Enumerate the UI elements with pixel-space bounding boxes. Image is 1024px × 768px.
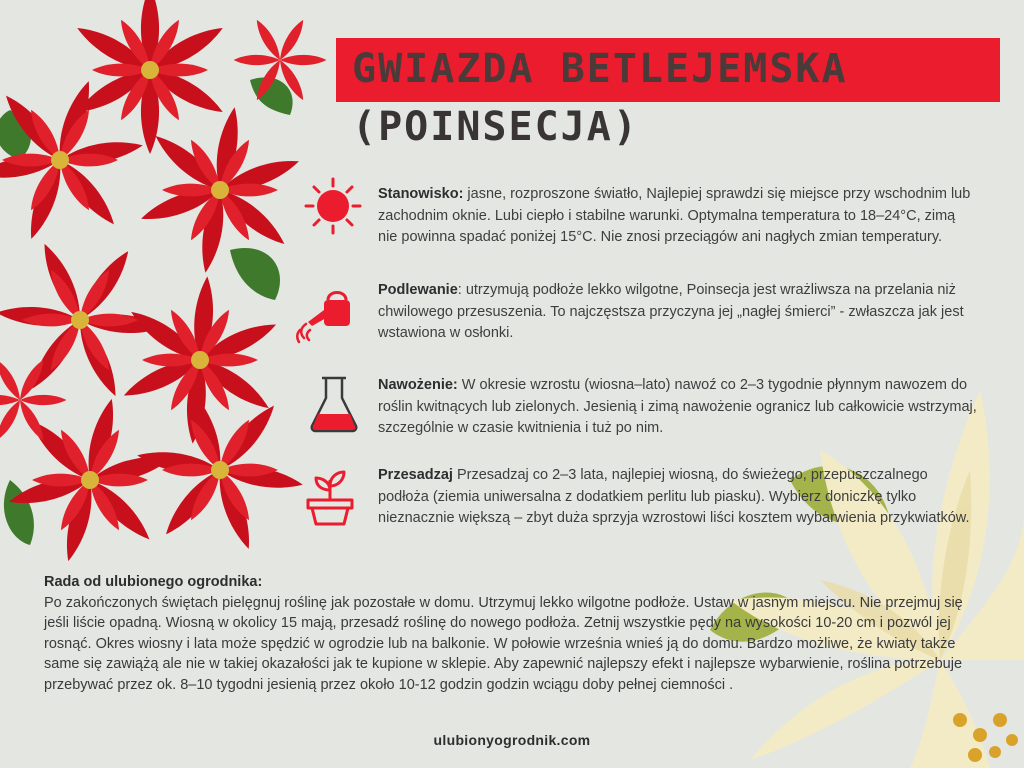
section-label: Stanowisko: (378, 186, 464, 202)
section-label: Podlewanie (378, 282, 458, 298)
section-text: : utrzymują podłoże lekko wilgotne, Poinsecja jest wrażliwsza na przelania niż chwilowego przesuszenia. To najczęstsza przyczyna jej „nagłej śmierci” - zwłaszcza jak jest wstawiona w osłonki. (378, 282, 964, 341)
section-text: Przesadzaj co 2–3 lata, najlepiej wiosną, do świeżego, przepuszczalnego podłoża (ziemia uniwersalna z dodatkiem perlitu lub piasku). Wybierz doniczkę tylko nieznacznie większą – zbyt duża sprzyja wzrostowi liści kosztem wybarwienia przykwiatków. (378, 467, 970, 526)
section-przesadzaj (378, 465, 978, 530)
sun-icon (303, 176, 363, 236)
section-nawozenie (378, 375, 978, 440)
section-podlewanie (378, 280, 978, 345)
tip-title: Rada od ulubionego ogrodnika: (44, 574, 263, 590)
plant-pot-icon (300, 466, 360, 526)
website-url: ulubionyogrodnik.com (433, 732, 591, 748)
page-subtitle: (POINSECJA) (352, 104, 639, 150)
section-stanowisko (378, 184, 978, 249)
gardener-tip (44, 572, 979, 695)
tip-text: Po zakończonych świętach pielęgnuj roślinę jak pozostałe w domu. Utrzymuj lekko wilgotne podłoże. Ustaw w jasnym miejscu. Nie przejmuj się jeśli liście opadną. Wiosną w okolicy 15 mają, przesadź roślinę do nowego podłoża. Zetnij wszystkie pędy na wysokości 10-20 cm i pozwól jej rosnąć. Okres wiosny i lata może spędzić w ogrodzie lub na balkonie. W połowie września wnieś ją do domu. Bardzo możliwe, że kwiaty także same się zawiążą ale nie w takiej okazałości jak te kupione w sklepie. Aby zapewnić najlepszy efekt i najlepsze wybarwienie, roślina potrzebuje przebywać przez ok. 8–10 tygodni jesienią przez około 10-12 godzin godzin wciągu doby pełnej ciemności . (44, 594, 963, 693)
flask-icon (304, 374, 364, 434)
section-text: W okresie wzrostu (wiosna–lato) nawoź co 2–3 tygodnie płynnym nawozem do roślin kwitnących lub zielonych. Jesienią i zimą nawożenie ogranicz lub całkowicie wstrzymaj, szczególnie w czasie kwitnienia i tuż po nim. (378, 377, 977, 436)
page-title: GWIAZDA BETLEJEMSKA (352, 46, 848, 92)
section-label: Nawożenie: (378, 377, 458, 393)
red-poinsettia-image (0, 0, 340, 580)
section-text: jasne, rozproszone światło, Najlepiej sprawdzi się miejsce przy wschodnim lub zachodnim oknie. Lubi ciepło i stabilne warunki. Optymalna temperatura to 18–24°C, zimą nie powinna spadać poniżej 15°C. Nie znosi przeciągów ani nagłych zmian temperatury. (378, 186, 971, 245)
section-label: Przesadzaj (378, 467, 453, 483)
watering-can-icon (296, 284, 356, 344)
